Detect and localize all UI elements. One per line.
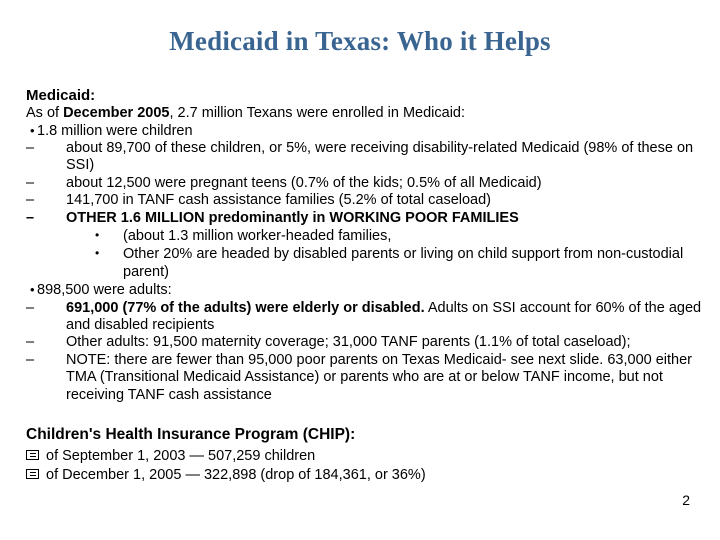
dash-bullet-icon: – <box>26 209 35 226</box>
bullet-dot-icon: • <box>30 282 35 298</box>
sub-bullet-dot-icon: • <box>95 228 100 243</box>
list-item <box>26 175 720 192</box>
slide-body <box>26 86 720 404</box>
list-item <box>26 227 720 245</box>
bullet-dot-icon: • <box>30 122 35 138</box>
children-bullet-label: 1.8 million were children <box>37 122 193 139</box>
list-item-label: 141,700 in TANF cash assistance families (5.2% of total caseload) <box>66 192 492 209</box>
chip-line <box>26 447 720 466</box>
adults-bullet-label: 898,500 were adults: <box>37 282 172 299</box>
intro-suffix: , 2.7 million Texans were enrolled in Medicaid: <box>169 105 466 121</box>
symbol-fallback-box-glyph-icon <box>26 469 40 480</box>
list-item-label-bold: 691,000 (77% of the adults) were elderly or disabled. <box>66 299 425 316</box>
list-item-label: Adults on SSI account for 60% of the aged and disabled recipients <box>66 299 702 334</box>
intro-prefix: As of <box>26 105 64 121</box>
adults-bullet <box>26 281 720 299</box>
chip-section <box>26 424 720 484</box>
list-item <box>26 245 720 281</box>
list-item-label: about 12,500 were pregnant teens (0.7% of the kids; 0.5% of all Medicaid) <box>66 174 542 191</box>
page-title: Medicaid in Texas: Who it Helps <box>169 26 551 56</box>
list-item-emphasis <box>26 210 720 227</box>
dash-bullet-icon: – <box>26 192 35 209</box>
medicaid-heading: Medicaid: <box>26 87 96 104</box>
list-item-label: Other adults: 91,500 maternity coverage; 31,000 TANF parents (1.1% of total caseload); <box>66 334 631 351</box>
dash-bullet-icon: – <box>26 140 35 156</box>
dash-bullet-icon: – <box>26 351 35 368</box>
intro-date: December 2005 <box>63 105 170 121</box>
medicaid-intro-line <box>26 105 720 122</box>
symbol-fallback-box-glyph-icon <box>26 450 40 461</box>
list-item <box>26 334 720 351</box>
list-item <box>26 352 720 404</box>
list-item <box>26 300 720 335</box>
page-number: 2 <box>682 492 690 508</box>
list-item-label: Other 20% are headed by disabled parents or living on child support from non-custodial parent) <box>123 246 684 280</box>
list-item <box>26 140 720 175</box>
list-item-label: OTHER 1.6 MILLION predominantly in WORKING POOR FAMILIES <box>66 209 519 226</box>
children-bullet <box>26 122 720 140</box>
list-item-label: NOTE: there are fewer than 95,000 poor parents on Texas Medicaid- see next slide. 63,000 either TMA (Transitional Medicaid Assistance) or parents who are at or below TANF income, but not receiving TANF cash assistance <box>66 351 693 403</box>
chip-line <box>26 466 720 485</box>
dash-bullet-icon: – <box>26 174 35 191</box>
dash-bullet-icon: – <box>26 334 35 351</box>
list-item <box>26 192 720 209</box>
chip-heading: Children's Health Insurance Program (CHIP): <box>26 426 356 443</box>
dash-bullet-icon: – <box>26 299 35 316</box>
sub-bullet-dot-icon: • <box>95 246 100 261</box>
chip-line-label: of December 1, 2005 — 322,898 (drop of 184,361, or 36%) <box>46 466 426 483</box>
chip-line-label: of September 1, 2003 — 507,259 children <box>46 448 316 464</box>
list-item-label: (about 1.3 million worker-headed families, <box>123 228 392 245</box>
list-item-label: about 89,700 of these children, or 5%, were receiving disability-related Medicaid (98% of these on SSI) <box>66 140 694 174</box>
